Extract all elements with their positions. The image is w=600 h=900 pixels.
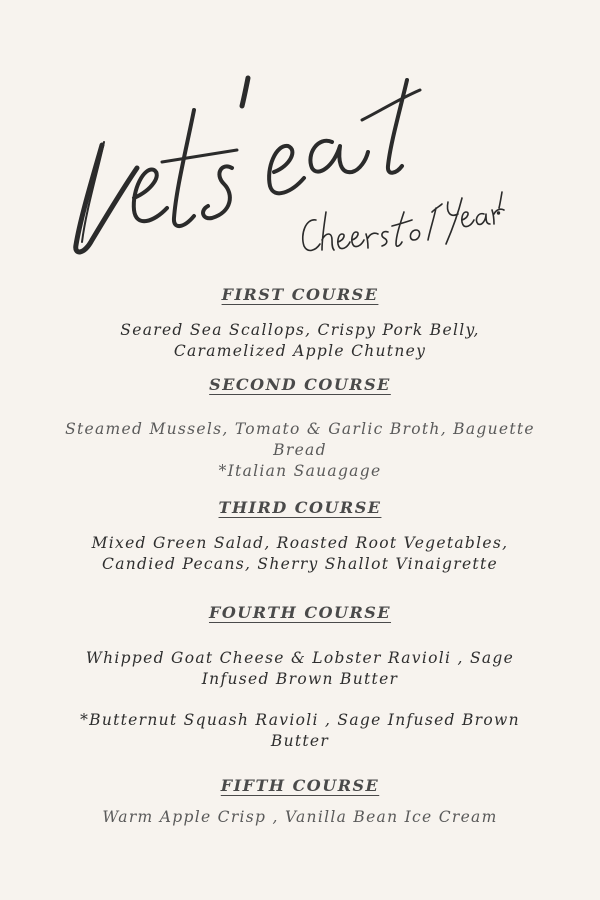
course-heading-second: SECOND COURSE [209, 375, 391, 394]
course-item-first: Seared Sea Scallops, Crispy Pork Belly, Caramelized Apple Chutney [120, 321, 480, 360]
course-item-second-alt: *Italian Sauagage [218, 462, 382, 480]
course-heading-third: THIRD COURSE [218, 498, 382, 517]
menu-subtitle [296, 178, 506, 268]
course-item-third: Mixed Green Salad, Roasted Root Vegetables, Candied Pecans, Sherry Shallot Vinaigrette [91, 534, 509, 573]
course-heading-first: FIRST COURSE [221, 285, 379, 304]
course-item-fourth-alt: *Butternut Squash Ravioli , Sage Infused Brown Butter [80, 711, 520, 750]
course-item-fourth: Whipped Goat Cheese & Lobster Ravioli , Sage Infused Brown Butter [85, 649, 515, 688]
menu-subtitle-lettering [296, 178, 506, 268]
course-item-second: Steamed Mussels, Tomato & Garlic Broth, Baguette Bread [65, 420, 535, 459]
course-heading-fifth: FIFTH COURSE [220, 776, 380, 795]
course-item-fifth: Warm Apple Crisp , Vanilla Bean Ice Cream [102, 808, 498, 826]
course-heading-fourth: FOURTH COURSE [208, 603, 392, 622]
